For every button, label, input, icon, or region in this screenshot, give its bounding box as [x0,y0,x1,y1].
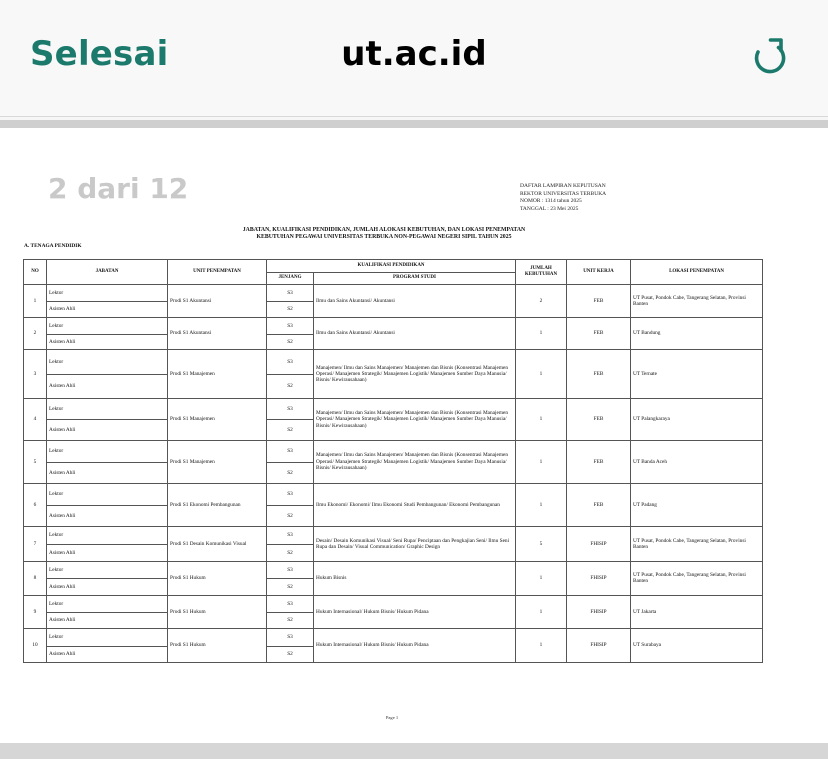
cell-unit: Prodi S1 Hukum [168,562,267,596]
cell-unit: Prodi S1 Akuntansi [168,285,267,318]
cell-lokasi: UT Palangkaraya [631,399,763,441]
meta-line: DAFTAR LAMPIRAN KEPUTUSAN [520,183,606,189]
cell-jumlah: 1 [516,629,567,663]
table-row [24,595,763,612]
cell-jenjang: S2 [267,612,314,628]
cell-prodi: Hukum Internasional/ Hukum Bisnis/ Hukum Pidana [314,595,516,629]
cell-prodi: Hukum Bisnis [314,562,516,596]
cell-jabatan: Asisten Ahli [47,579,168,595]
cell-jumlah: 1 [516,483,567,527]
cell-jenjang: S2 [267,646,314,662]
cell-jenjang: S3 [267,317,314,334]
document-title [0,227,768,241]
cell-unit-kerja: FHISIP [567,527,631,562]
cell-lokasi: UT Padang [631,483,763,527]
header-unit-kerja: UNIT KERJA [567,260,631,285]
header-lokasi: LOKASI PENEMPATAN [631,260,763,285]
header-unit-penempatan: UNIT PENEMPATAN [168,260,267,285]
cell-prodi: Hukum Internasional/ Hukum Bisnis/ Hukum Pidana [314,629,516,663]
meta-line: TANGGAL : 23 Mei 2025 [520,205,579,212]
cell-lokasi: UT Ternate [631,350,763,399]
cell-jenjang: S3 [267,350,314,374]
cell-jenjang: S3 [267,399,314,420]
cell-unit: Prodi S1 Akuntansi [168,317,267,350]
header-jumlah: JUMLAH KEBUTUHAN [516,260,567,285]
table-row [24,562,763,579]
cell-jabatan: Asisten Ahli [47,302,168,317]
cell-lokasi: UT Jakarta [631,595,763,629]
cell-jabatan: Lektor [47,483,168,505]
table-row [24,285,763,302]
cell-jenjang: S2 [267,463,314,483]
cell-prodi: Manajemen/ Ilmu dan Sains Manajemen/ Manajemen dan Bisnis (Konsentrasi Manajemen Operasi/ Manajemen Strategik/ Manajemen Logistik/ Manajemen Sumber Daya Manusia/ Bisnis/ Kewirausahaan) [314,350,516,399]
cell-prodi: Ilmu Ekonomi/ Ekonomi/ Ilmu Ekonomi Studi Pembangunan/ Ekonomi Pembangunan [314,483,516,527]
table-row [24,527,763,544]
cell-unit: Prodi S1 Desain Komunikasi Visual [168,527,267,562]
cell-jumlah: 1 [516,350,567,399]
cell-unit-kerja: FEB [567,317,631,350]
section-label: A. TENAGA PENDIDIK [24,243,82,249]
cell-no: 6 [24,483,47,527]
cell-jenjang: S2 [267,506,314,527]
cell-unit: Prodi S1 Hukum [168,595,267,629]
cell-unit: Prodi S1 Manajemen [168,350,267,399]
cell-jenjang: S3 [267,562,314,579]
cell-lokasi: UT Pusat, Pondok Cabe, Tangerang Selatan, Provinsi Banten [631,562,763,596]
document-meta [520,183,606,213]
cell-lokasi: UT Surabaya [631,629,763,663]
title-line: JABATAN, KUALIFIKASI PENDIDIKAN, JUMLAH ALOKASI KEBUTUHAN, DAN LOKASI PENEMPATAN [242,227,526,233]
cell-jabatan: Asisten Ahli [47,334,168,349]
cell-no: 10 [24,629,47,663]
cell-jabatan: Asisten Ahli [47,612,168,628]
bottom-bar [0,743,828,759]
cell-prodi: Ilmu dan Sains Akuntansi/ Akuntansi [314,285,516,318]
cell-jenjang: S2 [267,544,314,561]
cell-jabatan: Asisten Ahli [47,646,168,662]
header-jabatan: JABATAN [47,260,168,285]
cell-jenjang: S2 [267,420,314,440]
cell-jabatan: Lektor [47,399,168,420]
header-kualifikasi: KUALIFIKASI PENDIDIKAN [267,260,516,273]
table-row [24,440,763,462]
cell-no: 8 [24,562,47,596]
table-row [24,350,763,374]
cell-prodi: Ilmu dan Sains Akuntansi/ Akuntansi [314,317,516,350]
cell-lokasi: UT Bandung [631,317,763,350]
cell-unit-kerja: FEB [567,285,631,318]
cell-jenjang: S3 [267,527,314,544]
header-program-studi: PROGRAM STUDI [314,273,516,285]
cell-lokasi: UT Pusat, Pondok Cabe, Tangerang Selatan, Provinsi Banten [631,527,763,562]
meta-line: NOMOR : 1314 tahun 2025 [520,198,582,204]
cell-unit-kerja: FEB [567,440,631,483]
cell-jenjang: S3 [267,483,314,505]
cell-jabatan: Asisten Ahli [47,506,168,527]
cell-jumlah: 5 [516,527,567,562]
cell-jabatan: Asisten Ahli [47,420,168,440]
cell-jabatan: Lektor [47,527,168,544]
cell-jabatan: Lektor [47,629,168,646]
meta-line: REKTOR UNIVERSITAS TERBUKA [520,190,607,197]
cell-unit-kerja: FHISIP [567,595,631,629]
cell-jabatan: Asisten Ahli [47,544,168,561]
cell-jabatan: Lektor [47,562,168,579]
cell-unit: Prodi S1 Manajemen [168,440,267,483]
cell-no: 5 [24,440,47,483]
cell-jumlah: 1 [516,595,567,629]
cell-jumlah: 1 [516,562,567,596]
cell-lokasi: UT Banda Aceh [631,440,763,483]
cell-jabatan: Asisten Ahli [47,463,168,483]
cell-unit-kerja: FHISIP [567,629,631,663]
url-label[interactable]: ut.ac.id [341,34,487,74]
cell-no: 1 [24,285,47,318]
cell-unit-kerja: FEB [567,483,631,527]
table-row [24,399,763,420]
cell-prodi: Manajemen/ Ilmu dan Sains Manajemen/ Manajemen dan Bisnis (Konsentrasi Manajemen Operasi/ Manajemen Strategik/ Manajemen Logistik/ Manajemen Sumber Daya Manusia/ Bisnis/ Kewirausahaan) [314,440,516,483]
cell-unit: Prodi S1 Ekonomi Pembangunan [168,483,267,527]
table-row [24,629,763,646]
header-jenjang: JENJANG [267,273,314,285]
cell-no: 2 [24,317,47,350]
cell-no: 3 [24,350,47,399]
header-no: NO [24,260,47,285]
page-footer: Page 1 [385,715,399,720]
cell-prodi: Desain/ Desain Komunikasi Visual/ Seni Rupa/ Penciptaan dan Pengkajian Seni/ Ilmu Seni Rupa dan Desain/ Visual Communication/ Graphic Design [314,527,516,562]
cell-jumlah: 1 [516,440,567,483]
browser-toolbar [0,0,828,117]
cell-jenjang: S3 [267,285,314,302]
table-row [24,483,763,505]
cell-jenjang: S2 [267,334,314,349]
page-indicator: 2 dari 12 [48,172,189,205]
cell-jenjang: S3 [267,440,314,462]
cell-lokasi: UT Pusat, Pondok Cabe, Tangerang Selatan, Provinsi Banten [631,285,763,318]
cell-unit-kerja: FEB [567,399,631,441]
title-line: KEBUTUHAN PEGAWAI UNIVERSITAS TERBUKA NON-PEGAWAI NEGERI SIPIL TAHUN 2025 [256,234,512,240]
toolbar-divider [0,120,828,128]
cell-jabatan: Asisten Ahli [47,374,168,398]
cell-jumlah: 2 [516,285,567,318]
cell-jenjang: S2 [267,374,314,398]
cell-jenjang: S2 [267,302,314,317]
cell-jenjang: S3 [267,595,314,612]
cell-jabatan: Lektor [47,440,168,462]
cell-unit-kerja: FHISIP [567,562,631,596]
table-row [24,317,763,334]
cell-jumlah: 1 [516,317,567,350]
cell-no: 4 [24,399,47,441]
cell-no: 9 [24,595,47,629]
cell-unit-kerja: FEB [567,350,631,399]
cell-jenjang: S2 [267,579,314,595]
cell-jenjang: S3 [267,629,314,646]
cell-unit: Prodi S1 Manajemen [168,399,267,441]
cell-jabatan: Lektor [47,350,168,374]
requirements-table [23,259,763,663]
cell-jabatan: Lektor [47,285,168,302]
done-button[interactable]: Selesai [30,34,169,74]
reload-icon[interactable] [748,32,792,78]
cell-unit: Prodi S1 Hukum [168,629,267,663]
cell-prodi: Manajemen/ Ilmu dan Sains Manajemen/ Manajemen dan Bisnis (Konsentrasi Manajemen Operasi/ Manajemen Strategik/ Manajemen Logistik/ Manajemen Sumber Daya Manusia/ Bisnis/ Kewirausahaan) [314,399,516,441]
cell-jumlah: 1 [516,399,567,441]
cell-jabatan: Lektor [47,317,168,334]
cell-no: 7 [24,527,47,562]
cell-jabatan: Lektor [47,595,168,612]
